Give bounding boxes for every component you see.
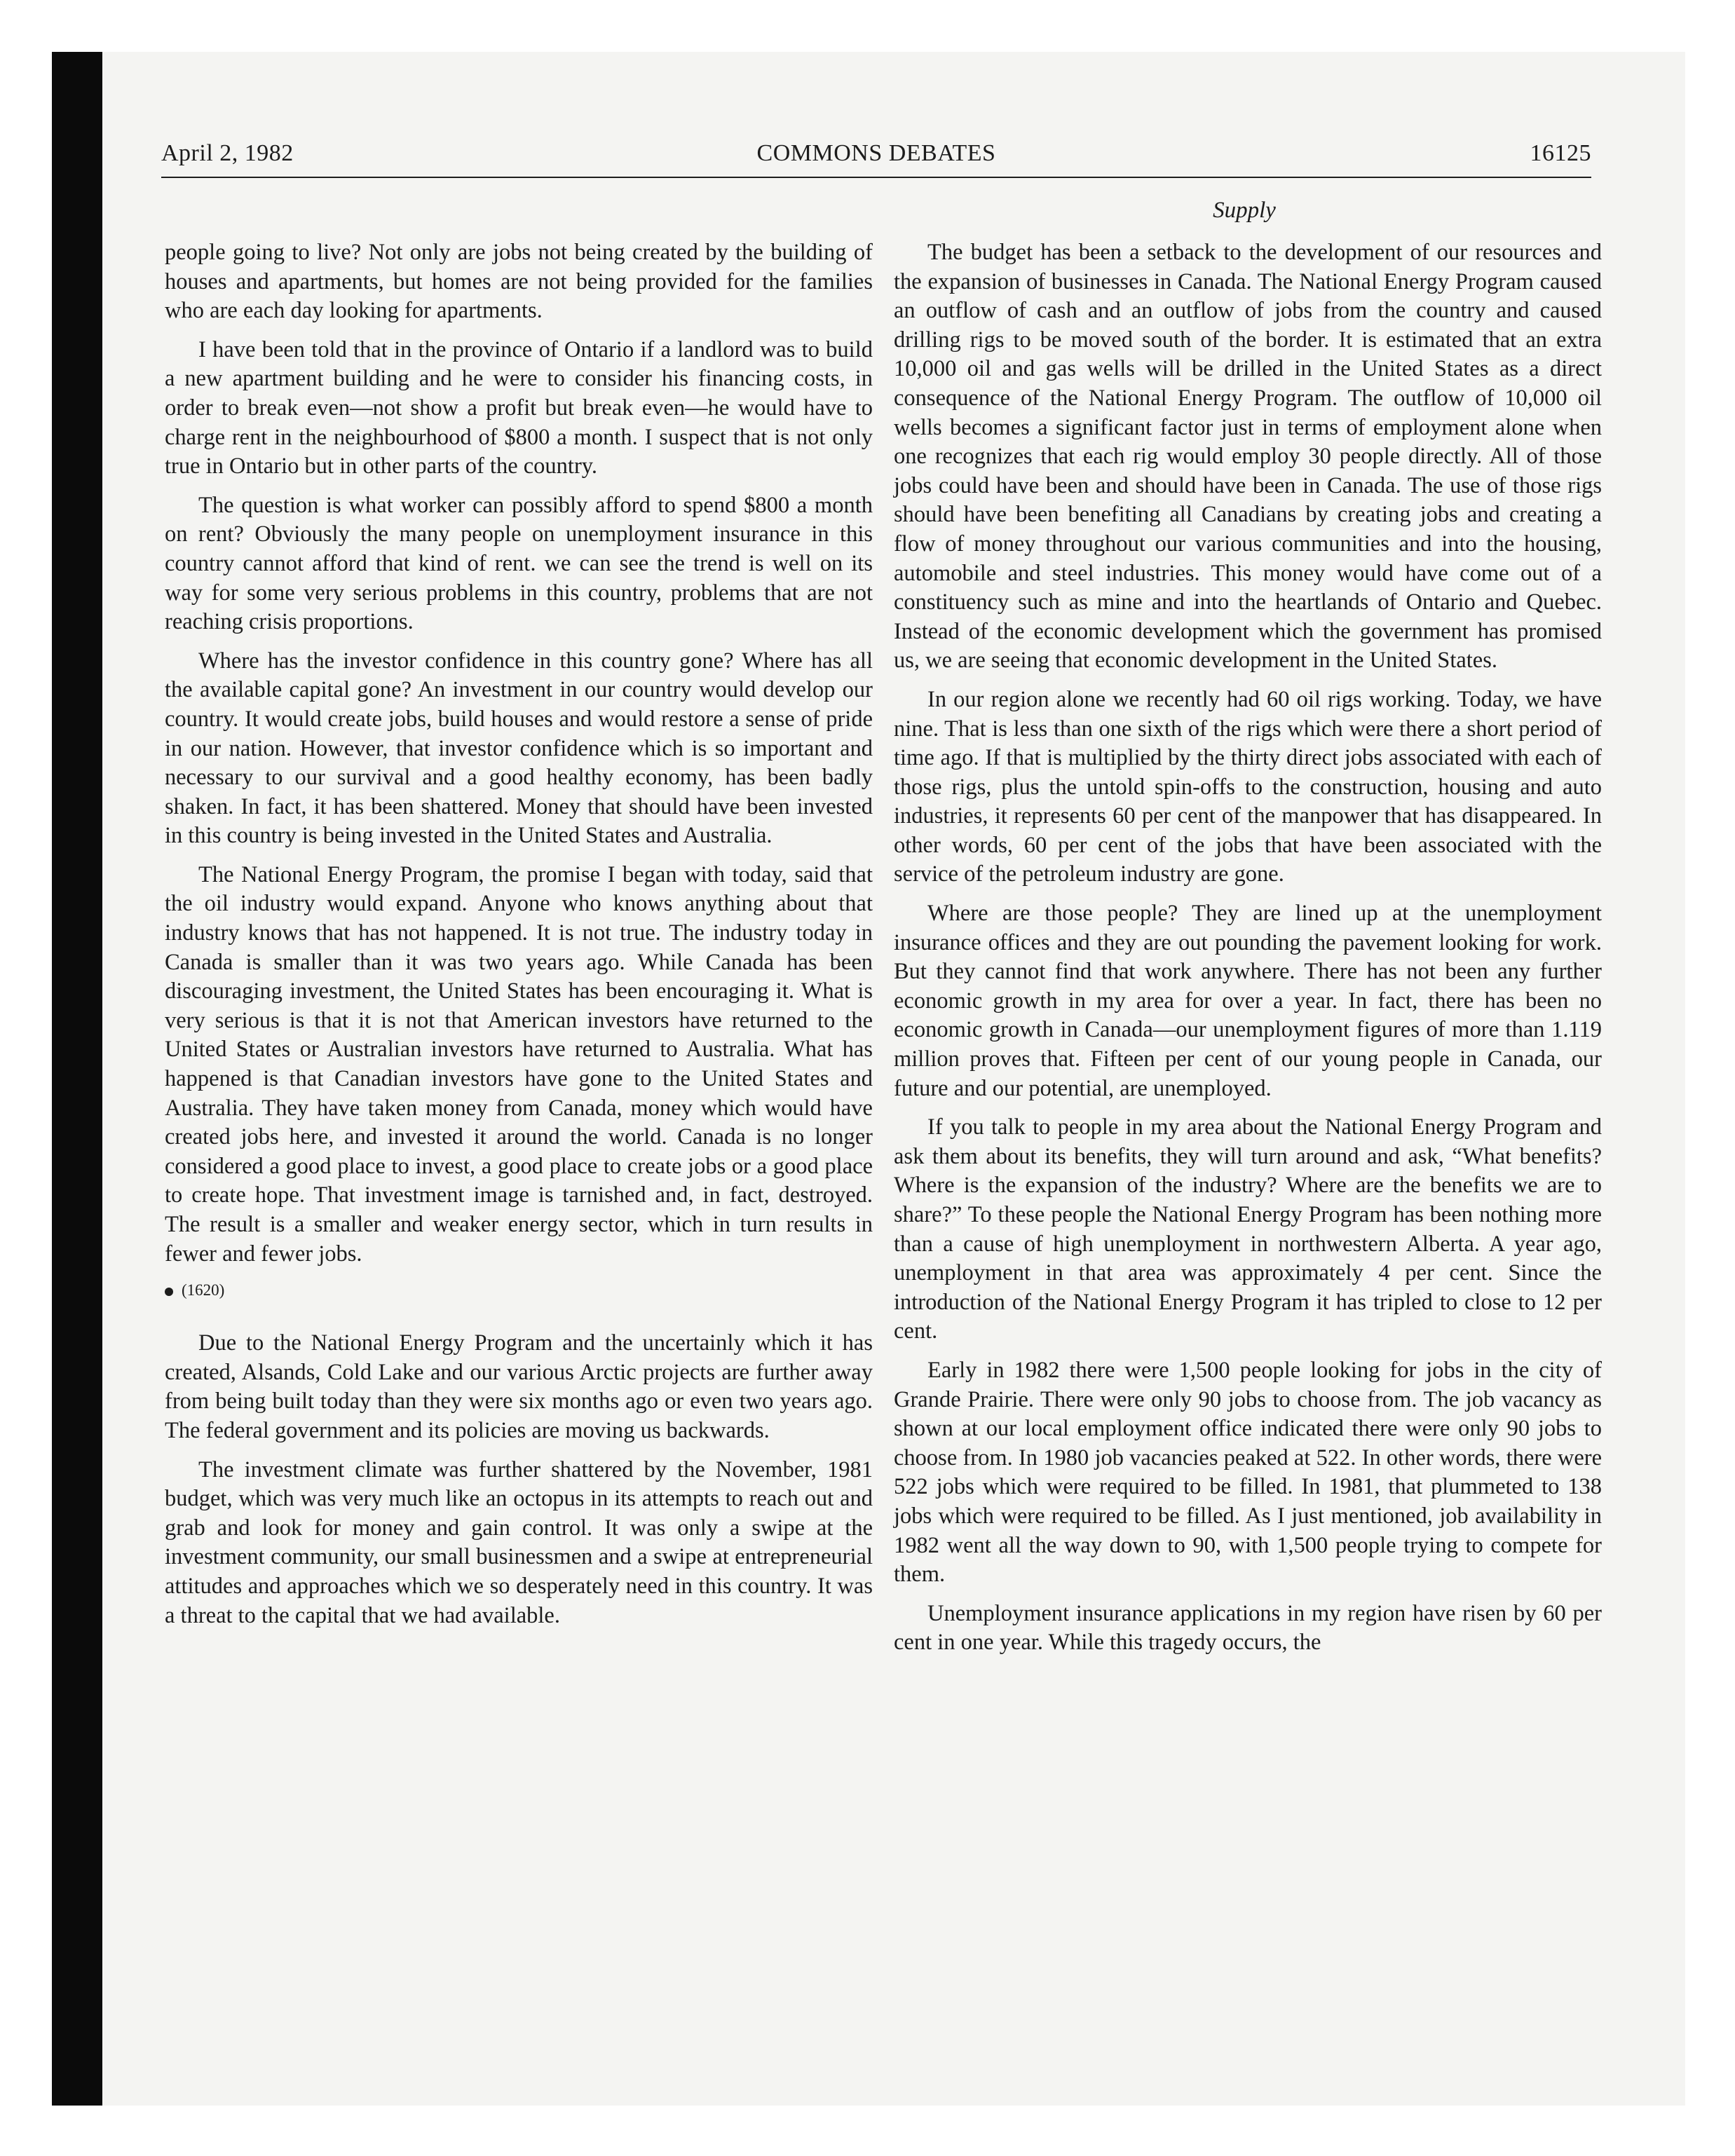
- time-marker-label: (1620): [182, 1281, 225, 1299]
- paragraph: If you talk to people in my area about the National Energy Program and ask them about its benefits, they will turn around and ask, “What benefits? Where is the expansion of the industry? Where are the benefits we are to share?” To these people the National Energy Program has been nothing more than a cause of high unemployment in northwestern Alberta. A year ago, unemployment in that area was approximately 4 per cent. Since the introduction of the National Energy Program it has tripled to close to 12 per cent.: [894, 1114, 1602, 1344]
- section-label: Supply: [1213, 198, 1276, 223]
- paragraph: The National Energy Program, the promise I began with today, said that the oil industry would expand. Anyone who knows anything about that industry knows that has not happened. It is not true. The industry today in Canada is smaller than it was two years ago. While Canada has been discouraging investment, the United States has been encouraging it. What is very serious is that it is not that American investors have returned to the United States or Australian investors have returned to Australia. What has happened is that Canadian investors have gone to the United States and Australia. They have taken money from Canada, money which would have created jobs here, and invested it around the world. Canada is no longer considered a good place to invest, a good place to create jobs or a good place to create hope. That investment image is tarnished and, in fact, destroyed. The result is a smaller and weaker energy sector, which in turn results in fewer and fewer jobs.: [165, 861, 873, 1267]
- right-column: [894, 238, 1602, 1667]
- binding-edge: [52, 52, 102, 2106]
- paragraph: Due to the National Energy Program and the uncertainly which it has created, Alsands, Cold Lake and our various Arctic projects are further away from being built today than they were six months ago or even two years ago. The federal government and its policies are moving us backwards.: [165, 1330, 873, 1443]
- paragraph: Where has the investor confidence in this country gone? Where has all the available capital gone? An investment in our country would develop our country. It would create jobs, build houses and would restore a sense of pride in our nation. However, that investor confidence which is so important and necessary to our survival and a good healthy economy, has been badly shaken. In fact, it has been shattered. Money that should have been invested in this country is being invested in the United States and Australia.: [165, 648, 873, 849]
- header-page-number: 16125: [1530, 140, 1591, 166]
- running-header: [161, 140, 1591, 177]
- paragraph: The investment climate was further shattered by the November, 1981 budget, which was very much like an octopus in its attempts to reach out and grab and look for money and gain control. It was only a swipe at the investment community, our small businessmen and a swipe at entrepreneurial attitudes and approaches which we so desperately need in this country. It was a threat to the capital that we had available.: [165, 1456, 873, 1628]
- paragraph: The question is what worker can possibly afford to spend $800 a month on rent? Obviously the many people on unemployment insurance in this country cannot afford that kind of rent. we can see the trend is well on its way for some very serious problems in this country, problems that are not reaching crisis proportions.: [165, 492, 873, 635]
- paragraph: The budget has been a setback to the development of our resources and the expansion of businesses in Canada. The National Energy Program caused an outflow of cash and an outflow of jobs from the country and caused drilling rigs to be moved south of the border. It is estimated that an extra 10,000 oil and gas wells will be drilled in the United States as a direct consequence of the National Energy Program. The outflow of 10,000 oil wells becomes a significant factor just in terms of employment alone when one recognizes that each rig would employ 30 people directly. All of those jobs could have been and should have been in Canada. The use of those rigs should have been benefiting all Canadians by creating jobs and creating a flow of money throughout our various communities and into the housing, automobile and steel industries. This money would have come out of a constituency such as mine and into the heartlands of Ontario and Quebec. Instead of the economic development which the government has promised us, we are seeing that economic development in the United States.: [894, 240, 1602, 674]
- left-column: [165, 238, 873, 1640]
- header-rule: [161, 177, 1591, 178]
- header-date: April 2, 1982: [161, 140, 294, 166]
- bullet-icon: [165, 1288, 173, 1296]
- paragraph: Where are those people? They are lined up at the unemployment insurance offices and they are out pounding the pavement looking for work. But they cannot find that work anywhere. There has not been any further economic growth in my area for over a year. In fact, there has been no economic growth in Canada—our unemployment figures of more than 1.119 million proves that. Fifteen per cent of our young people in Canada, our future and our potential, are unemployed.: [894, 901, 1602, 1101]
- paragraph: people going to live? Not only are jobs not being created by the building of houses and apartments, but homes are not being provided for the families who are each day looking for apartments.: [165, 240, 873, 324]
- paragraph: In our region alone we recently had 60 oil rigs working. Today, we have nine. That is less than one sixth of the rigs which were there a short period of time ago. If that is multiplied by the thirty direct jobs associated with each of those rigs, plus the untold spin-offs to the construction, housing and auto industries, it represents 60 per cent of the manpower that has disappeared. In other words, 60 per cent of the jobs that have been associated with the service of the petroleum industry are gone.: [894, 686, 1602, 887]
- header-publication: COMMONS DEBATES: [756, 140, 996, 166]
- time-marker: [165, 1280, 873, 1301]
- paragraph: Early in 1982 there were 1,500 people looking for jobs in the city of Grande Prairie. There were only 90 jobs to choose from. The job vacancy as shown at our local employment office indicated there were only 90 jobs to choose from. In 1980 job vacancies peaked at 522. In other words, there were 522 jobs which were required to be filled. In 1981, that plummeted to 138 jobs which were required to be filled. As I just mentioned, job availability in 1982 went all the way down to 90, with 1,500 people trying to compete for them.: [894, 1357, 1602, 1588]
- paragraph: I have been told that in the province of Ontario if a landlord was to build a new apartment building and he were to consider his financing costs, in order to break even—not show a profit but break even—he would have to charge rent in the neighbourhood of $800 a month. I suspect that is not only true in Ontario but in other parts of the country.: [165, 336, 873, 479]
- paragraph: Unemployment insurance applications in my region have risen by 60 per cent in one year. While this tragedy occurs, the: [894, 1600, 1602, 1656]
